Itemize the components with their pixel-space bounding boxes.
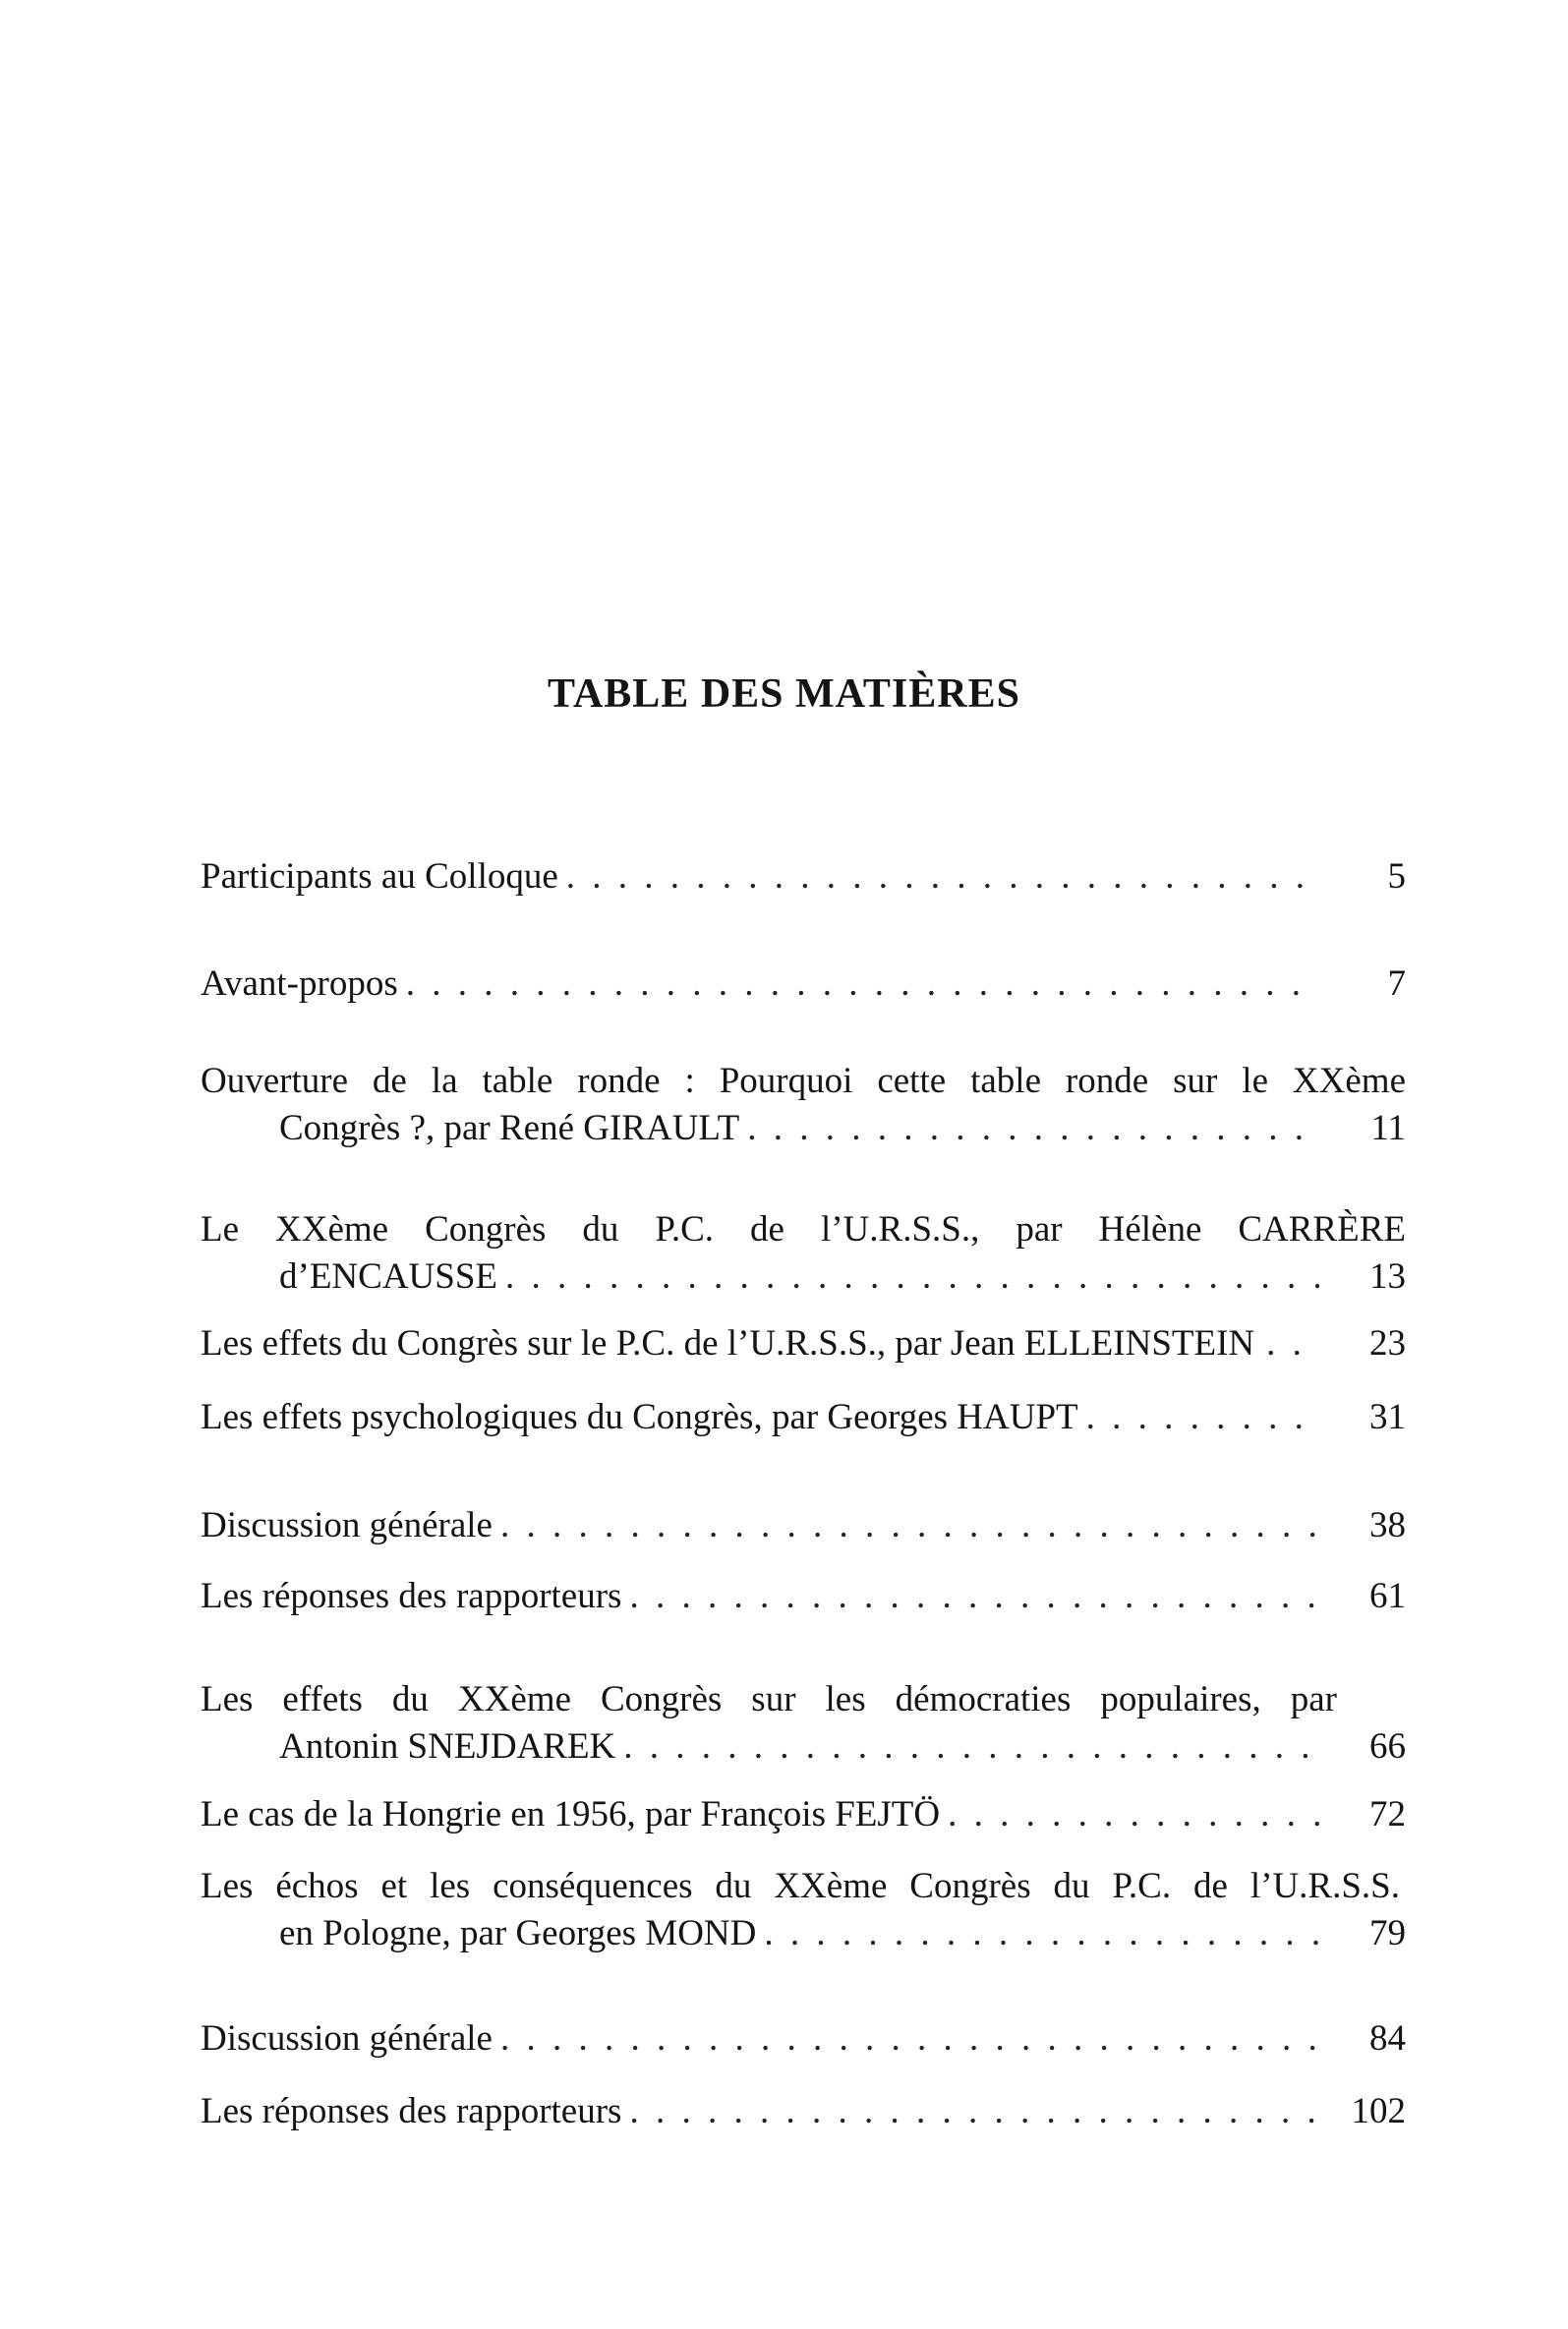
toc-entry [201, 1791, 1406, 1838]
dot-leader [566, 853, 1319, 901]
toc-page-number: 23 [1369, 1323, 1406, 1364]
toc-entry-text: Les réponses des rapporteurs [201, 1576, 622, 1616]
page-title: TABLE DES MATIÈRES [548, 671, 1020, 717]
toc-line [201, 2088, 1406, 2135]
toc-entry-text: Discussion générale [201, 1505, 493, 1545]
dot-leader [623, 1723, 1319, 1771]
toc-page-number: 38 [1369, 1505, 1406, 1545]
toc-page-number: 72 [1369, 1794, 1406, 1834]
toc-page-number: 13 [1369, 1256, 1406, 1297]
toc-line [201, 1394, 1406, 1441]
toc-entry [201, 2015, 1406, 2063]
toc-page-number: 7 [1387, 963, 1406, 1004]
toc-page-number: 5 [1387, 856, 1406, 897]
toc-page-number: 102 [1351, 2091, 1406, 2131]
toc-entry-text: Les effets du XXème Congrès sur les démocraties populaires, par [201, 1679, 1337, 1719]
toc-entry-text: Les effets psychologiques du Congrès, par Georges HAUPT [201, 1397, 1078, 1437]
toc-line [201, 1573, 1406, 1620]
toc-entry-text: Antonin SNEJDAREK [279, 1726, 616, 1767]
toc-line [201, 1502, 1406, 1549]
toc-page-number: 31 [1369, 1397, 1406, 1437]
dot-leader [505, 1253, 1319, 1301]
toc-entry-text: Le cas de la Hongrie en 1956, par François FEJTÖ [201, 1794, 941, 1834]
toc-entry-text: d’ENCAUSSE [279, 1256, 498, 1297]
toc-entry-text: Avant-propos [201, 963, 398, 1004]
dot-leader [948, 1791, 1319, 1838]
toc-line [201, 1863, 1406, 1910]
dot-leader [1086, 1394, 1319, 1441]
toc-entry-text: Le XXème Congrès du P.C. de l’U.R.S.S., par Hélène CARRÈRE [201, 1209, 1406, 1250]
dot-leader [629, 1573, 1319, 1620]
toc-line [201, 2015, 1406, 2063]
toc-line [201, 853, 1406, 901]
toc-entry [201, 1058, 1406, 1152]
toc-entry [201, 1206, 1406, 1301]
toc-line [201, 1058, 1406, 1105]
dot-leader [629, 2088, 1319, 2135]
dot-leader [500, 1502, 1319, 1549]
toc-entry [201, 853, 1406, 901]
toc-line [201, 1723, 1406, 1771]
toc-page-number: 61 [1369, 1576, 1406, 1616]
toc-page-number: 79 [1369, 1913, 1406, 1953]
toc-entry [201, 961, 1406, 1008]
dot-leader [500, 2015, 1319, 2063]
toc-page-number: 11 [1370, 1108, 1406, 1148]
toc-entry-text: Discussion générale [201, 2018, 493, 2059]
toc-entry [201, 1502, 1406, 1549]
toc-entry-text: Les échos et les conséquences du XXème Congrès du P.C. de l’U.R.S.S. [201, 1866, 1400, 1906]
toc-entry-text: Congrès ?, par René GIRAULT [279, 1108, 740, 1148]
toc-entry [201, 1676, 1406, 1771]
toc-entry [201, 1394, 1406, 1441]
toc-page-number: 84 [1369, 2018, 1406, 2059]
toc-page-number: 66 [1369, 1726, 1406, 1767]
toc-entry-text: Ouverture de la table ronde : Pourquoi cette table ronde sur le XXème [201, 1061, 1406, 1101]
toc-entry [201, 1863, 1406, 1957]
dot-leader [1266, 1320, 1319, 1368]
toc-line [201, 1206, 1406, 1253]
toc-entry-text: Les réponses des rapporteurs [201, 2091, 622, 2131]
toc-entry [201, 2088, 1406, 2135]
dot-leader [406, 961, 1319, 1008]
dot-leader [764, 1910, 1319, 1957]
toc-line [201, 961, 1406, 1008]
toc-entry-text: Participants au Colloque [201, 856, 558, 897]
toc-line [201, 1791, 1406, 1838]
toc-line [201, 1676, 1406, 1723]
toc-entry-text: Les effets du Congrès sur le P.C. de l’U.R.S.S., par Jean ELLEINSTEIN [201, 1323, 1255, 1364]
toc-line [201, 1320, 1406, 1368]
toc-entry [201, 1320, 1406, 1368]
toc-line [201, 1253, 1406, 1301]
toc-entry-text: en Pologne, par Georges MOND [279, 1913, 757, 1953]
toc-line [201, 1105, 1406, 1152]
toc-line [201, 1910, 1406, 1957]
dot-leader [747, 1105, 1319, 1152]
toc-entry [201, 1573, 1406, 1620]
